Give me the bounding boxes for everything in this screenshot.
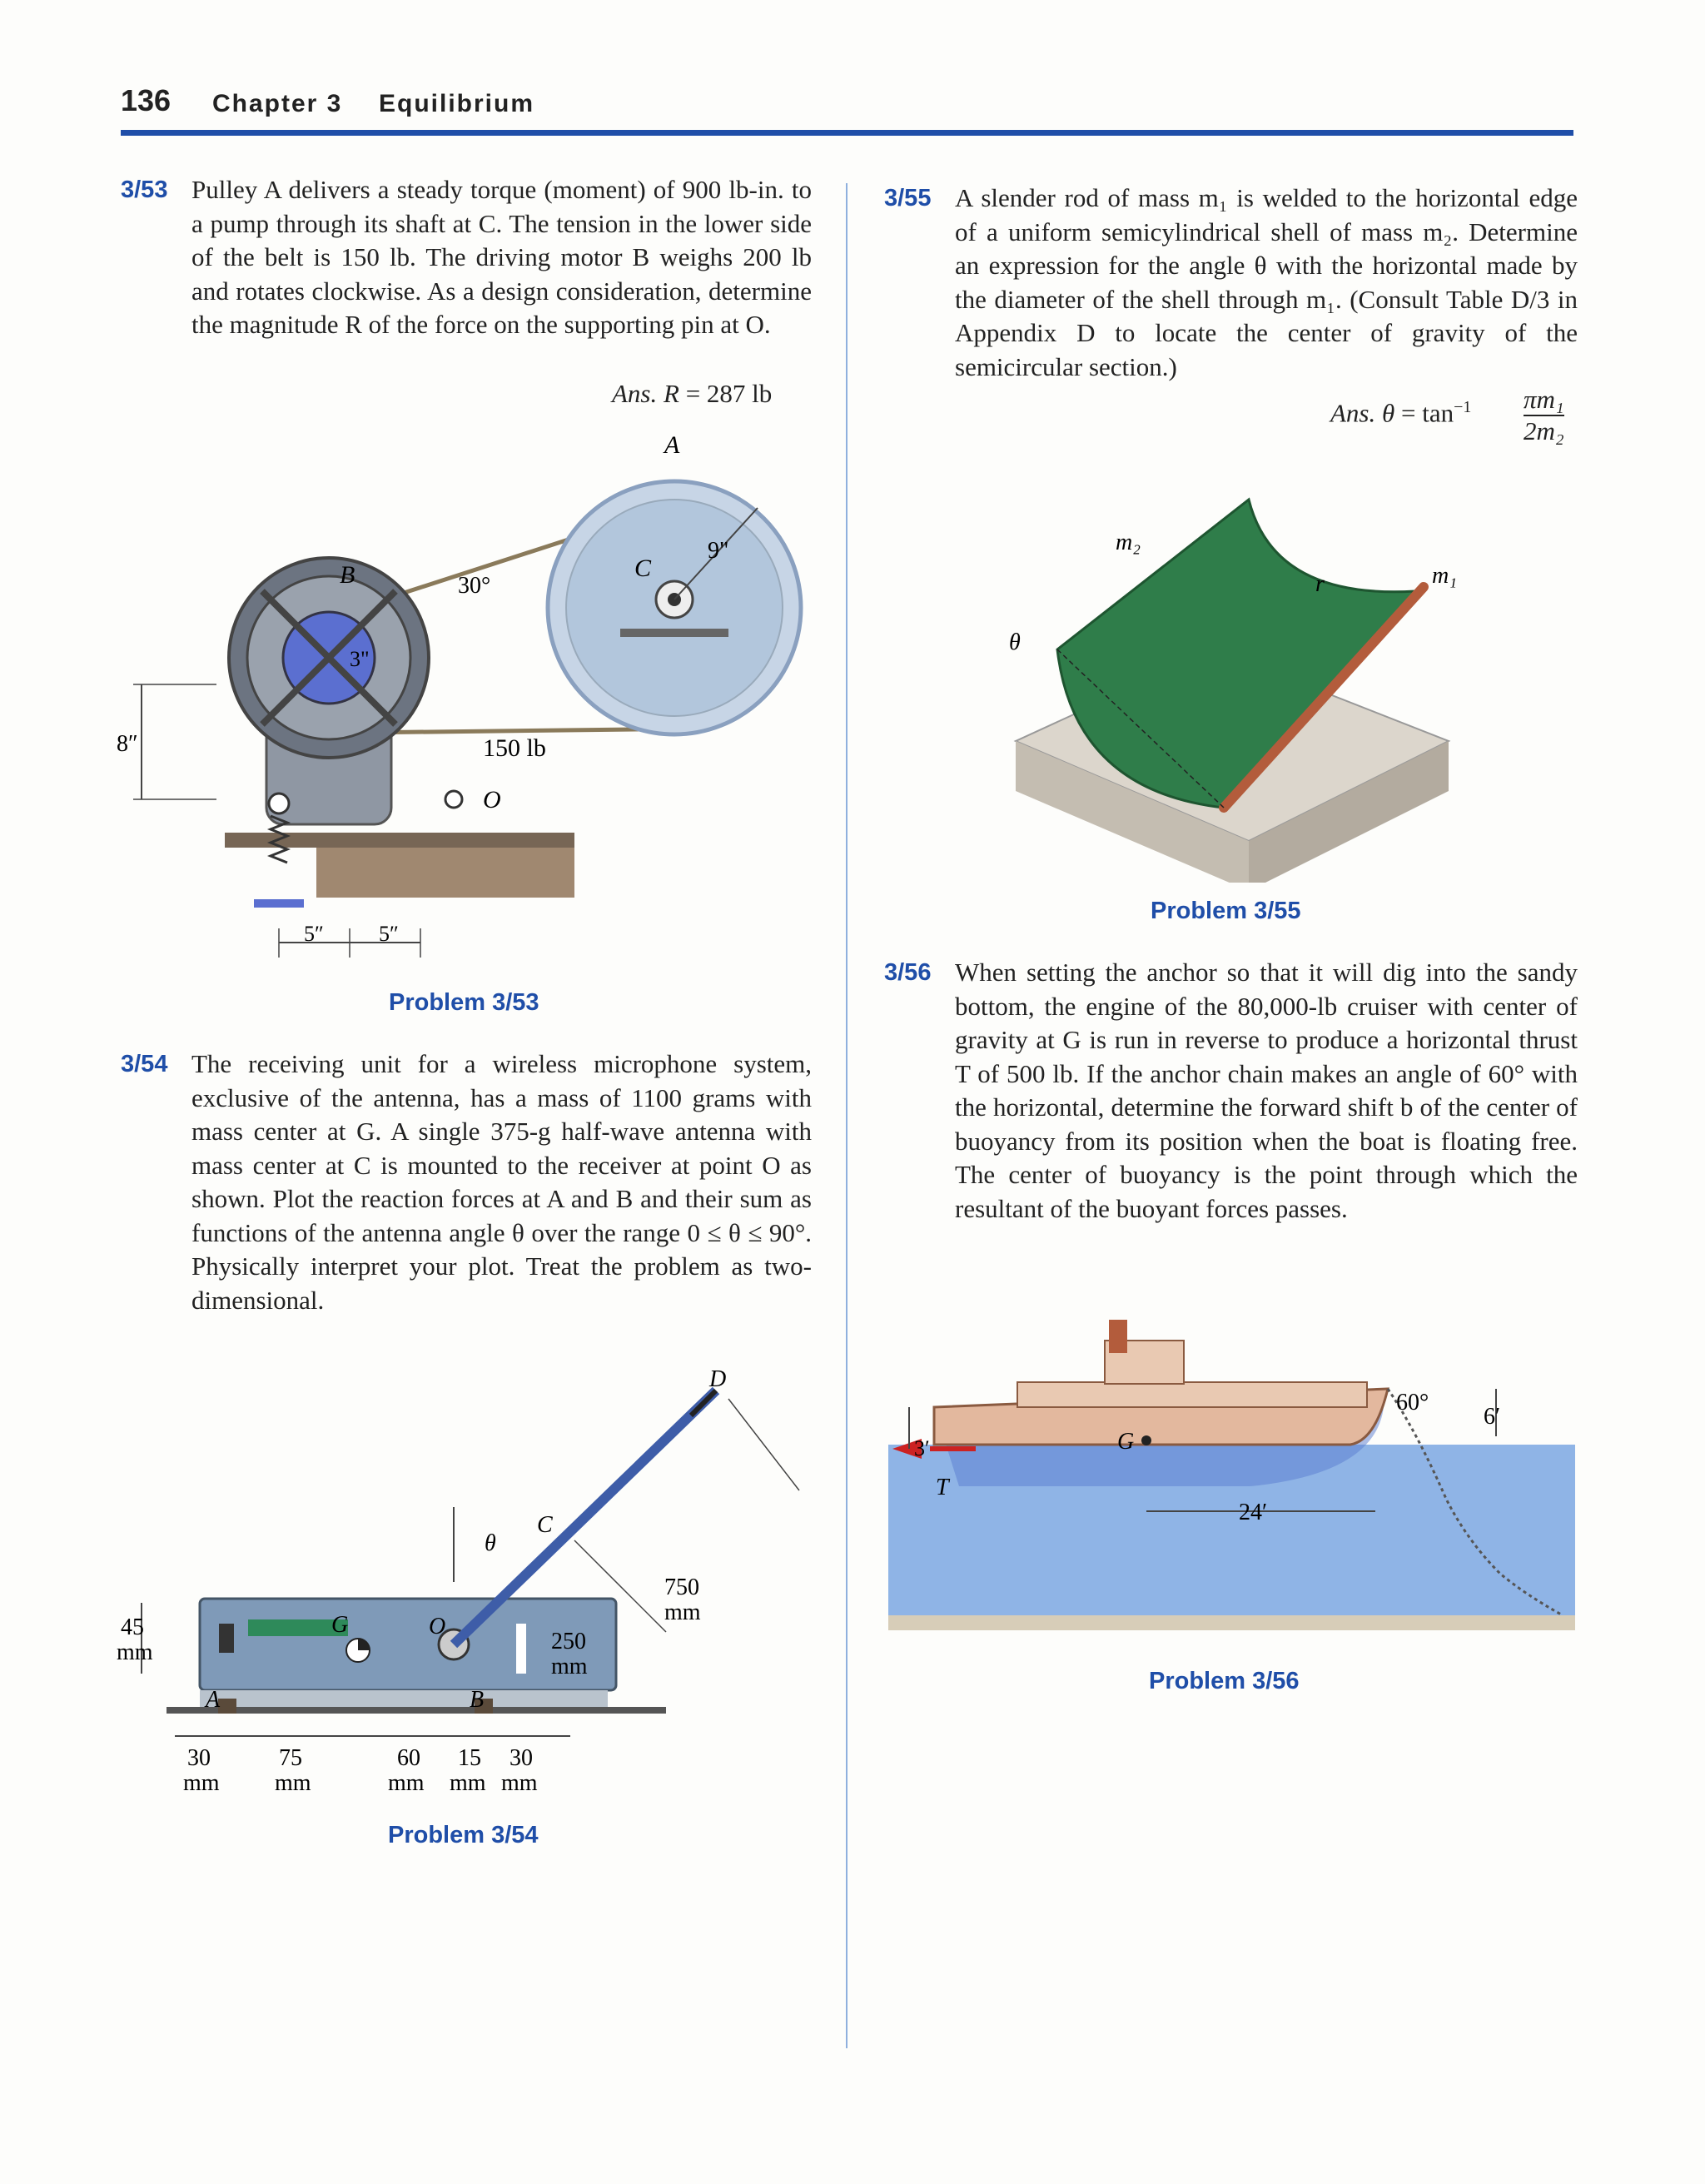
caption-3-55: Problem 3/55 <box>1151 898 1301 924</box>
column-divider <box>846 183 848 2048</box>
label-3in: 3" <box>350 647 370 671</box>
label-30-mm: mm <box>183 1770 220 1796</box>
label-o: O <box>429 1614 446 1639</box>
label-75: 75 <box>279 1745 302 1771</box>
label-a: A <box>664 433 680 459</box>
label-150lb: 150 lb <box>483 734 546 762</box>
label-m1: m₁ <box>1432 563 1457 589</box>
caption-3-53: Problem 3/53 <box>389 989 539 1016</box>
label-b: B <box>340 561 355 589</box>
problem-text: The receiving unit for a wireless microphone system, exclusive of the antenna, has a mass of 1100 grams with mass center at G. A single 375-g half-wave antenna with mass center at C is mounted to the receiver at point O as shown. Plot the reaction forces at A and B and their sum as functions of the antenna angle θ over the range 0 ≤ θ ≤ 90°. Physically interpret your plot. Treat the problem as two-dimensional. <box>191 1049 812 1315</box>
label-750-mm: mm <box>664 1599 701 1625</box>
label-60: 60 <box>397 1745 420 1771</box>
figure-3-55 <box>999 491 1482 883</box>
label-8in: 8″ <box>117 731 138 757</box>
answer-3-55: Ans. $\theta = \tan^{-1}$ <box>1330 398 1472 428</box>
caption-3-54: Problem 3/54 <box>388 1822 539 1848</box>
caption-3-56: Problem 3/56 <box>1149 1668 1300 1694</box>
chapter-title: Equilibrium <box>379 90 534 117</box>
label-d: D <box>709 1366 727 1392</box>
label-c: C <box>634 555 652 582</box>
label-r: r <box>1315 571 1325 597</box>
label-a: A <box>206 1687 221 1713</box>
label-45: 45 <box>121 1614 144 1640</box>
label-250-mm: mm <box>551 1654 588 1679</box>
label-b: B <box>470 1687 485 1713</box>
label-60deg: 60° <box>1396 1390 1429 1415</box>
label-30b-mm: mm <box>501 1770 538 1796</box>
problem-3-53 <box>121 173 812 342</box>
label-theta: θ <box>485 1530 496 1556</box>
label-g: G <box>331 1612 349 1638</box>
label-o: O <box>483 786 501 813</box>
label-5in-b: 5″ <box>379 922 399 946</box>
label-5in-a: 5″ <box>304 922 324 946</box>
figure-3-54 <box>117 1366 833 1807</box>
label-24ft: 24′ <box>1239 1500 1268 1525</box>
label-15: 15 <box>458 1745 481 1771</box>
label-45-mm: mm <box>117 1639 153 1665</box>
problem-number: 3/54 <box>121 1051 168 1077</box>
problem-text: A slender rod of mass m₁ is welded to the horizontal edge of a uniform semicylindrical shell of mass m₂. Determine an expression for the angle θ with the horizontal made by the diameter of the shell through m₁. (Consult Table D/3 in Appendix D to locate the center of gravity of the semicircular section.) <box>955 183 1578 381</box>
label-30: 30 <box>187 1745 211 1771</box>
page-number: 136 <box>121 83 171 117</box>
problem-number: 3/53 <box>121 177 168 203</box>
problem-number: 3/56 <box>884 959 932 986</box>
figure-3-56 <box>884 1307 1583 1640</box>
label-6ft: 6′ <box>1484 1404 1501 1430</box>
label-theta: θ <box>1009 629 1021 655</box>
label-750: 750 <box>664 1575 699 1600</box>
problem-text: Pulley A delivers a steady torque (moment) of 900 lb-in. to a pump through its shaft at C. The tension in the lower side of the belt is 150 lb. The driving motor B weighs 200 lb and rotates clockwise. As a design consideration, determine the magnitude R of the force on the supporting pin at O. <box>191 175 812 339</box>
problem-3-56 <box>884 956 1578 1226</box>
label-3ft: 3′ <box>914 1436 930 1460</box>
label-30b: 30 <box>510 1745 533 1771</box>
label-t: T <box>936 1475 949 1500</box>
label-30deg: 30° <box>458 573 491 599</box>
label-m2: m₂ <box>1116 530 1141 555</box>
label-60-mm: mm <box>388 1770 425 1796</box>
problem-number: 3/55 <box>884 185 932 211</box>
problem-3-54 <box>121 1047 812 1317</box>
label-15-mm: mm <box>450 1770 486 1796</box>
problem-3-55 <box>884 182 1578 384</box>
figure-3-53 <box>117 433 833 966</box>
answer-fraction: πm₁ 2m₂ <box>1524 385 1564 445</box>
label-250: 250 <box>551 1629 586 1654</box>
answer-3-53: Ans. R = 287 lb <box>612 379 773 408</box>
label-g: G <box>1117 1429 1135 1455</box>
label-c: C <box>537 1512 553 1538</box>
label-75-mm: mm <box>275 1770 311 1796</box>
page-header <box>121 83 1573 133</box>
chapter-label: Chapter 3 <box>212 90 343 117</box>
label-9in: 9" <box>708 538 729 564</box>
problem-text: When setting the anchor so that it will dig into the sandy bottom, the engine of the 80,000-lb cruiser with center of gravity at G is run in reverse to produce a horizontal thrust T of 500 lb. If the anchor chain makes an angle of 60° with the horizontal, determine the forward shift b of the center of buoyancy from its position when the boat is floating free. The center of buoyancy is the point through which the resultant of the buoyant forces passes. <box>955 958 1578 1223</box>
header-rule <box>121 130 1573 136</box>
